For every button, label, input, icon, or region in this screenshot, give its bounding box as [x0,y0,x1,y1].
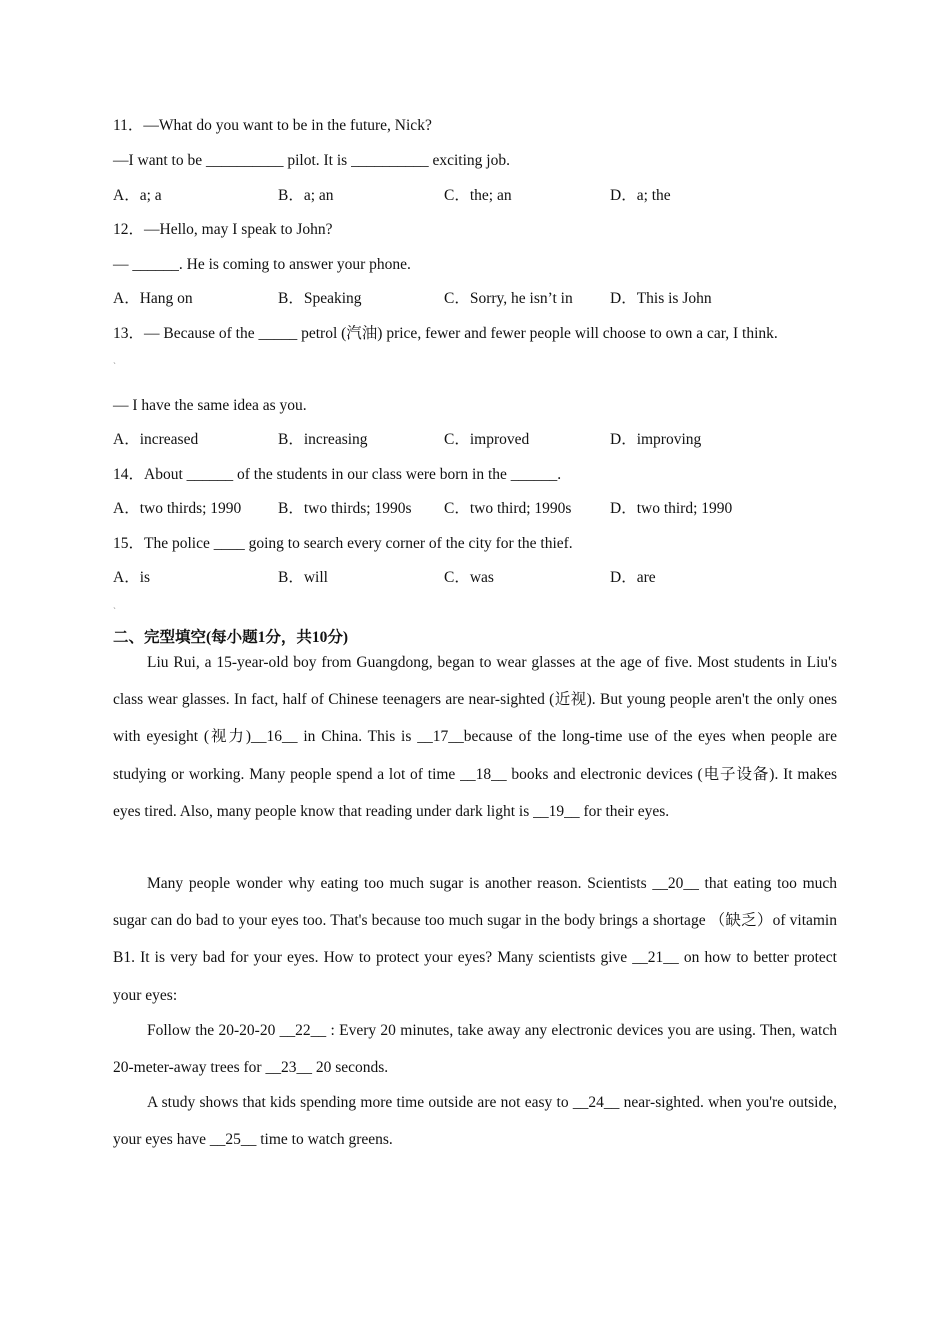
question-12-stem: 12．—Hello, may I speak to John? [113,221,333,238]
question-13-options [113,430,833,450]
blank-20: __20__ [652,875,699,892]
option-b: B．two thirds; 1990s [278,500,412,517]
option-c: C．two third; 1990s [444,500,572,517]
question-11-options [113,186,833,206]
option-a: A．Hang on [113,290,193,307]
option-d: D．are [610,569,656,586]
question-12-reply: — ______. He is coming to answer your phone. [113,256,411,273]
option-c: C．improved [444,431,530,448]
option-c: C．Sorry, he isn’t in [444,290,573,307]
question-14-options [113,499,833,519]
option-b: B．will [278,569,328,586]
option-c: C．the; an [444,187,512,204]
option-a: A．increased [113,431,199,448]
blank-23: __23__ [265,1059,312,1077]
question-11-stem: 11．—What do you want to be in the future, Nick? [113,117,432,134]
option-c: C．was [444,569,494,586]
option-b: B．Speaking [278,290,362,307]
passage-paragraph-1: Liu Rui, a 15-year-old boy from Guangdong, began to wear glasses at the age of five. Most students in Liu's class wear glasses. In fact, half of Chinese teenagers are near-sighted (近视). But young people aren't the only ones with eyesight (视力)__16__ in China. This is __17__because of the long-time use of the eyes when people are studying or working. Many people spend a lot of time __18__ books and electronic devices (电子设备). It makes eyes tired. Also, many people know that reading under dark light is __19__ for their eyes. [113,654,837,820]
question-15-stem: 15．The police ____ going to search every corner of the city for the thief. [113,535,573,552]
passage-paragraph-3: Follow the 20-20-20 __22__ : Every 20 minutes, take away any electronic devices you are using. Then, watch 20-meter-away trees for __23__ 20 seconds. [113,1022,837,1077]
passage-paragraph-4: A study shows that kids spending more time outside are not easy to __24__ near-sighted. when you're outside, your eyes have __25__ time to watch greens. [113,1094,837,1149]
blank-25: __25__ [209,1131,257,1149]
blank-18: __18__ [460,765,507,783]
question-11-reply: —I want to be __________ pilot. It is __________ exciting job. [113,152,510,169]
paragraph-mark: ˎ [113,599,116,609]
blank-22: __22__ [279,1022,327,1039]
option-d: D．two third; 1990 [610,500,733,517]
section-heading: 二、完型填空(每小题1分，共10分) [113,629,349,646]
question-14-stem: 14．About ______ of the students in our class were born in the ______. [113,466,562,483]
option-a: A．is [113,569,151,586]
option-d: D．a; the [610,187,671,204]
passage-paragraph-2: Many people wonder why eating too much sugar is another reason. Scientists __20__ that eating too much sugar can do bad to your eyes too. That's because too much sugar in the body brings a shortage （缺乏）of vitamin B1. It is very bad for your eyes. How to protect your eyes? Many scientists give __21__ on how to better protect your eyes: [113,875,838,1004]
blank-17: __17__ [417,728,464,746]
option-d: D．improving [610,431,702,448]
question-12-options [113,289,833,309]
question-13-stem: 13．— Because of the _____ petrol (汽油) price, fewer and fewer people will choose to own a car, I think. [113,325,778,342]
paragraph-mark: ˎ [113,354,116,364]
option-a: A．a; a [113,187,162,204]
option-b: B．a; an [278,187,334,204]
blank-21: __21__ [632,949,679,967]
question-13-reply: — I have the same idea as you. [113,397,307,414]
option-a: A．two thirds; 1990 [113,500,242,517]
option-d: D．This is John [610,290,712,307]
blank-19: __19__ [533,802,580,820]
option-b: B．increasing [278,431,368,448]
blank-24: __24__ [572,1094,620,1111]
blank-16: __16__ [251,728,298,746]
question-15-options [113,568,833,588]
